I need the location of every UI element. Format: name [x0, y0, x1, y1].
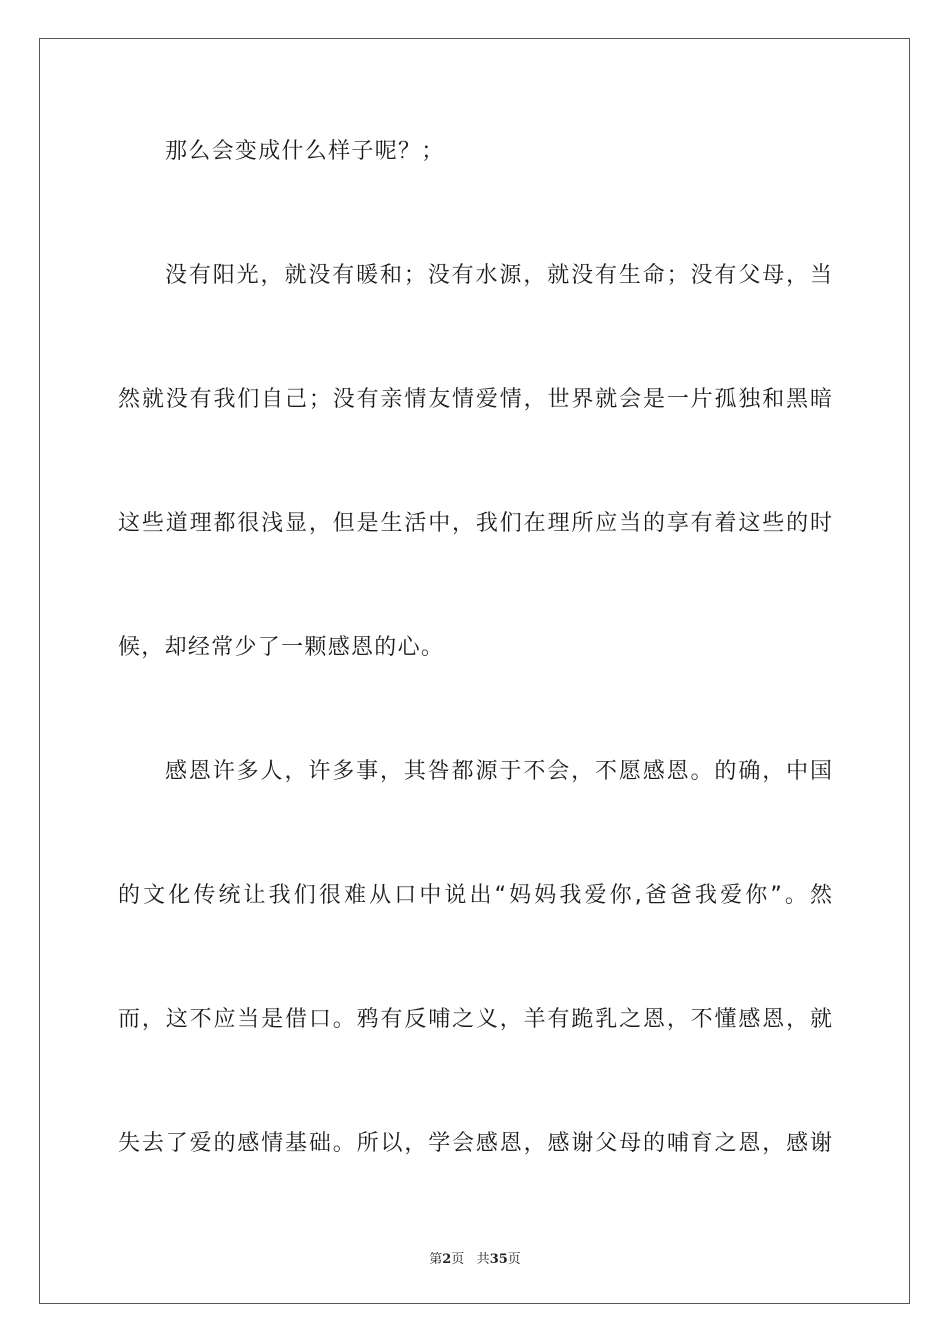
footer-separator — [464, 1252, 476, 1267]
paragraph-line-1: 那么会变成什么样子呢？； — [165, 139, 445, 164]
total-page-count: 35 — [489, 1252, 508, 1267]
footer-total-suffix: 页 — [507, 1252, 521, 1267]
footer-total-prefix: 共 — [476, 1252, 490, 1267]
paragraph-line-6: 感恩许多人，许多事，其咎都源于不会，不愿感恩。的确，中国 — [165, 759, 832, 784]
paragraph-line-5: 候，却经常少了一颗感恩的心。 — [118, 635, 445, 660]
paragraph-line-7: 的文化传统让我们很难从口中说出“妈妈我爱你,爸爸我爱你”。然 — [118, 883, 832, 908]
footer-prefix: 第 — [429, 1252, 443, 1267]
current-page-number: 2 — [442, 1252, 452, 1267]
footer-page-suffix: 页 — [451, 1252, 465, 1267]
page-frame — [39, 38, 910, 1304]
paragraph-line-2: 没有阳光，就没有暖和；没有水源，就没有生命；没有父母，当 — [165, 263, 832, 288]
page-footer — [0, 1248, 950, 1267]
paragraph-line-8: 而，这不应当是借口。鸦有反哺之义，羊有跪乳之恩，不懂感恩，就 — [118, 1007, 832, 1032]
paragraph-line-3: 然就没有我们自己；没有亲情友情爱情，世界就会是一片孤独和黑暗 — [118, 387, 832, 412]
paragraph-line-9: 失去了爱的感情基础。所以，学会感恩，感谢父母的哺育之恩，感谢 — [118, 1131, 832, 1156]
paragraph-line-4: 这些道理都很浅显，但是生活中，我们在理所应当的享有着这些的时 — [118, 511, 832, 536]
